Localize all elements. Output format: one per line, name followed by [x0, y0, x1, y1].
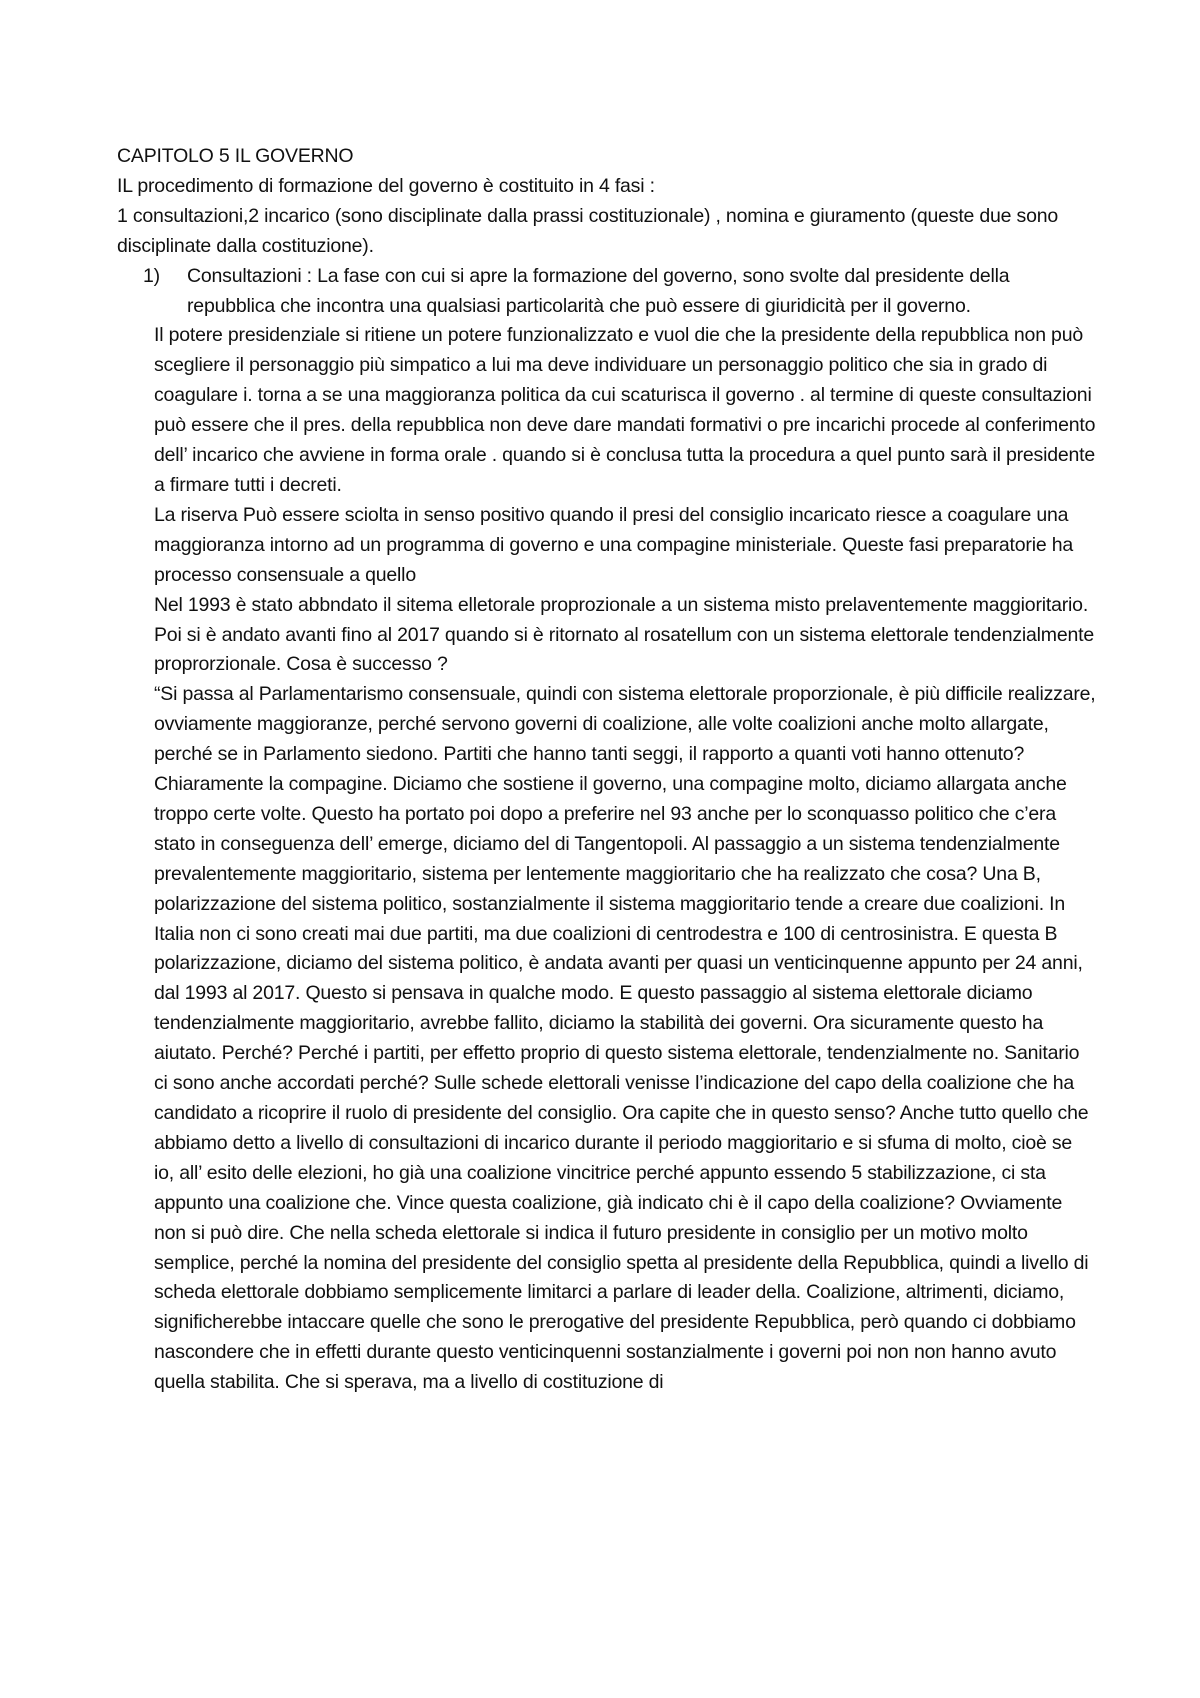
list-item-text: Consultazioni : La fase con cui si apre la formazione del governo, sono svolte dal presidente della repubblica che incontra una qualsiasi particolarità che può essere di giuridicità per il governo.	[187, 264, 1010, 317]
list-marker: 1)	[143, 264, 160, 287]
intro-section	[117, 172, 1097, 262]
intro-line: IL procedimento di formazione del governo è costituito in 4 fasi :	[117, 174, 655, 197]
body-paragraph: “Si passa al Parlamentarismo consensuale, quindi con sistema elettorale proporzionale, è più difficile realizzare, ovviamente maggioranze, perché servono governi di coalizione, alle volte coalizioni anche molto allargate, perché se in Parlamento siedono. Partiti che hanno tanti seggi, il rapporto a quanti voti hanno ottenuto? Chiaramente la compagine. Diciamo che sostiene il governo, una compagine molto, diciamo allargata anche troppo certe volte. Questo ha portato poi dopo a preferire nel 93 anche per lo sconquasso politico che c’era stato in conseguenza dell’ emerge, diciamo del di Tangentopoli. Al passaggio a un sistema tendenzialmente prevalentemente maggioritario, sistema per lentemente maggioritario che ha realizzato che cosa? Una B, polarizzazione del sistema politico, sostanzialmente il sistema maggioritario tende a creare due coalizioni. In Italia non ci sono creati mai due partiti, ma due coalizioni di centrodestra e 100 di centrosinistra. E questa B polarizzazione, diciamo del sistema politico, è andata avanti per quasi un venticinquenne appunto per 24 anni, dal 1993 al 2017. Questo si pensava in qualche modo. E questo passaggio al sistema elettorale diciamo tendenzialmente maggioritario, avrebbe fallito, diciamo la stabilità dei governi. Ora sicuramente questo ha aiutato. Perché? Perché i partiti, per effetto proprio di questo sistema elettorale, tendenzialmente no. Sanitario ci sono anche accordati perché? Sulle schede elettorali venisse l’indicazione del capo della coalizione che ha candidato a ricoprire il ruolo di presidente del consiglio. Ora capite che in questo senso? Anche tutto quello che abbiamo detto a livello di consultazioni di incarico durante il periodo maggioritario e si sfuma di molto, cioè se io, all’ esito delle elezioni, ho già una coalizione vincitrice perché appunto essendo 5 stabilizzazione, ci sta appunto una coalizione che. Vince questa coalizione, già indicato chi è il capo della coalizione? Ovviamente non si può dire. Che nella scheda elettorale si indica il futuro presidente in consiglio per un motivo molto semplice, perché la nomina del presidente del consiglio spetta al presidente della Repubblica, quindi a livello di scheda elettorale dobbiamo semplicemente limitarci a parlare di leader della. Coalizione, altrimenti, diciamo, significherebbe intaccare quelle che sono le prerogative del presidente Repubblica, però quando ci dobbiamo nascondere che in effetti durante questo venticinquenni sostanzialmente i governi poi non non hanno avuto quella stabilita. Che si sperava, ma a livello di costituzione di	[154, 683, 1096, 1394]
document-page	[117, 142, 1097, 1398]
body-paragraph: Nel 1993 è stato abbndato il sitema elletorale proprozionale a un sistema misto prelaventemente maggioritario. Poi si è andato avanti fino al 2017 quando si è ritornato al rosatellum con un sistema elettorale tendenzialmente proprorzionale. Cosa è successo ?	[154, 593, 1094, 676]
document-title: CAPITOLO 5 IL GOVERNO	[117, 145, 354, 167]
numbered-list-item	[117, 262, 1097, 322]
intro-line: 1 consultazioni,2 incarico (sono disciplinate dalla prassi costituzionale) , nomina e giuramento (queste due sono disciplinate dalla costituzione).	[117, 204, 1059, 257]
body-paragraph: Il potere presidenziale si ritiene un potere funzionalizzato e vuol die che la presidente della repubblica non può scegliere il personaggio più simpatico a lui ma deve individuare un personaggio politico che sia in grado di coagulare i. torna a se una maggioranza politica da cui scaturisca il governo . al termine di queste consultazioni può essere che il pres. della repubblica non deve dare mandati formativi o pre incarichi procede al conferimento dell’ incarico che avviene in forma orale . quando si è conclusa tutta la procedura a quel punto sarà il presidente a firmare tutti i decreti.	[154, 324, 1096, 496]
body-paragraph: La riserva Può essere sciolta in senso positivo quando il presi del consiglio incaricato riesce a coagulare una maggioranza intorno ad un programma di governo e una compagine ministeriale. Queste fasi preparatorie ha processo consensuale a quello	[154, 503, 1073, 586]
body-section	[117, 321, 1097, 1398]
